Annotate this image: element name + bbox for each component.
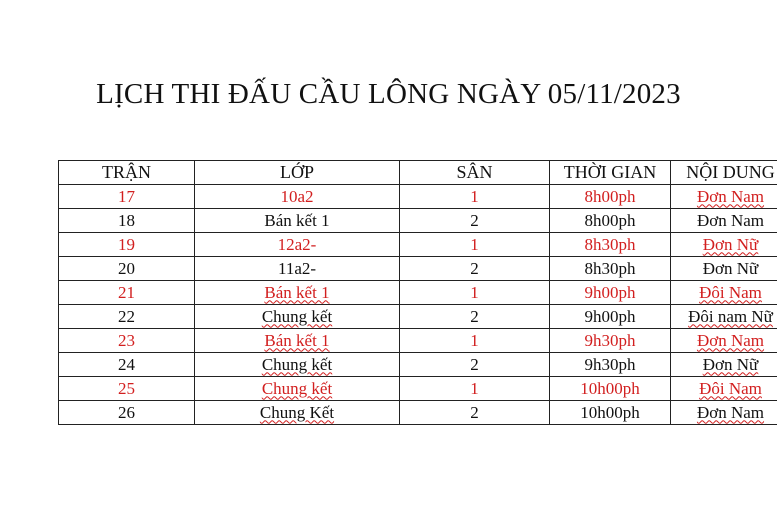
cell-court: 1: [400, 281, 550, 305]
class-text: Bán kết 1: [264, 282, 330, 302]
cell-class: 12a2-: [195, 233, 400, 257]
cell-court: 2: [400, 209, 550, 233]
cell-match: 18: [59, 209, 195, 233]
cell-match: 25: [59, 377, 195, 401]
cell-time: 8h00ph: [550, 185, 671, 209]
cell-class: [195, 377, 400, 401]
cell-event: [671, 185, 777, 209]
cell-time: 9h00ph: [550, 281, 671, 305]
cell-class: [195, 401, 400, 425]
cell-event: Đơn Nam: [671, 209, 777, 233]
header-court: SÂN: [400, 161, 550, 185]
event-text: Đôi Nam: [699, 378, 762, 398]
header-class: LỚP: [195, 161, 400, 185]
cell-match: 20: [59, 257, 195, 281]
cell-court: 2: [400, 257, 550, 281]
cell-class: [195, 209, 400, 233]
cell-match: 24: [59, 353, 195, 377]
page-title: LỊCH THI ĐẤU CẦU LÔNG NGÀY 05/11/2023: [96, 78, 681, 110]
table-row: [59, 233, 777, 257]
cell-time: 8h30ph: [550, 233, 671, 257]
class-text: Bán kết 1: [264, 330, 330, 350]
cell-match: 21: [59, 281, 195, 305]
cell-match: 19: [59, 233, 195, 257]
event-text: Đôi Nam: [699, 282, 762, 302]
cell-court: 1: [400, 377, 550, 401]
class-text: Chung Kết: [259, 402, 335, 422]
event-text: Đơn Nam: [696, 330, 765, 350]
table-row: [59, 377, 777, 401]
table-row: [59, 281, 777, 305]
event-text: Đơn Nữ: [702, 234, 759, 254]
cell-class: [195, 281, 400, 305]
header-match: TRẬN: [59, 161, 195, 185]
class-text: Chung kết: [261, 306, 333, 326]
cell-match: 22: [59, 305, 195, 329]
cell-event: [671, 329, 777, 353]
table-row: [59, 401, 777, 425]
class-text: Chung kết: [261, 378, 333, 398]
cell-event: [671, 377, 777, 401]
table-row: [59, 329, 777, 353]
cell-class: 10a2: [195, 185, 400, 209]
table-row: [59, 209, 777, 233]
cell-time: 9h30ph: [550, 353, 671, 377]
cell-court: 2: [400, 401, 550, 425]
header-time: THỜI GIAN: [550, 161, 671, 185]
table-row: [59, 353, 777, 377]
table-row: [59, 185, 777, 209]
cell-class: [195, 329, 400, 353]
cell-match: 17: [59, 185, 195, 209]
cell-time: 8h30ph: [550, 257, 671, 281]
class-text: Chung kết: [261, 354, 333, 374]
cell-time: 9h30ph: [550, 329, 671, 353]
cell-class: 11a2-: [195, 257, 400, 281]
cell-time: 9h00ph: [550, 305, 671, 329]
table-header-row: [59, 161, 777, 185]
cell-class: [195, 353, 400, 377]
cell-event: [671, 233, 777, 257]
class-text: Bán kết 1: [264, 210, 330, 230]
event-text: Đôi nam Nữ: [688, 306, 773, 326]
cell-time: 10h00ph: [550, 377, 671, 401]
cell-time: 8h00ph: [550, 209, 671, 233]
event-text: Đơn Nam: [696, 402, 765, 422]
cell-event: [671, 401, 777, 425]
cell-court: 2: [400, 305, 550, 329]
cell-time: 10h00ph: [550, 401, 671, 425]
cell-match: 23: [59, 329, 195, 353]
header-event: NỘI DUNG: [671, 161, 777, 185]
table-row: [59, 257, 777, 281]
cell-event: Đơn Nữ: [671, 257, 777, 281]
cell-event: [671, 353, 777, 377]
cell-event: [671, 305, 777, 329]
cell-court: 2: [400, 353, 550, 377]
cell-court: 1: [400, 185, 550, 209]
event-text: Đơn Nam: [696, 186, 765, 206]
cell-match: 26: [59, 401, 195, 425]
schedule-table: [58, 160, 777, 425]
table-row: [59, 305, 777, 329]
cell-court: 1: [400, 329, 550, 353]
cell-class: [195, 305, 400, 329]
cell-event: [671, 281, 777, 305]
cell-court: 1: [400, 233, 550, 257]
event-text: Đơn Nữ: [702, 354, 759, 374]
